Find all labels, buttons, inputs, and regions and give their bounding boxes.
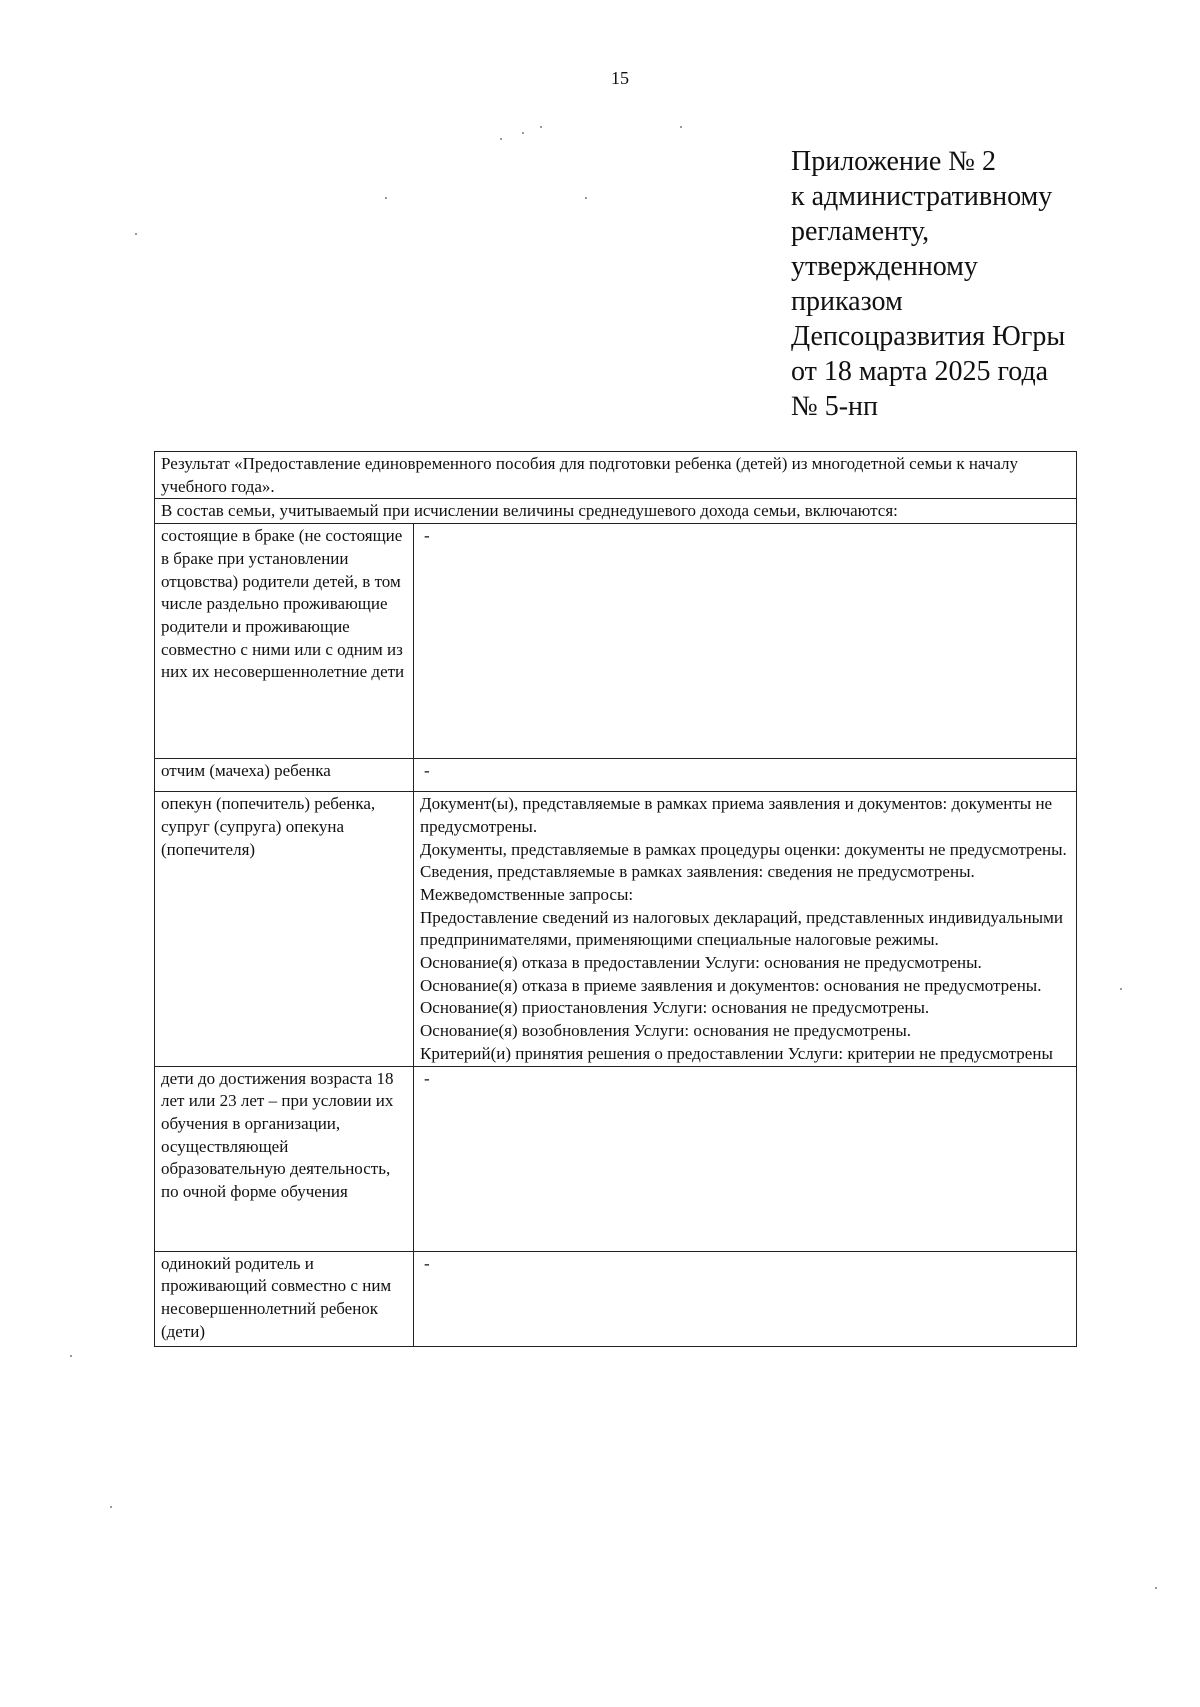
value-line: Документ(ы), представляемые в рамках приема заявления и документов: документы не предусмотрены. [420, 794, 1053, 836]
scan-speck [500, 138, 502, 140]
table-row [155, 1066, 1077, 1251]
table-row [155, 452, 1077, 499]
appendix-line: регламенту, [791, 216, 930, 247]
appendix-line: № 5-нп [791, 391, 879, 422]
row-value: - [424, 1068, 430, 1088]
appendix-line: Депсоцразвития Югры [791, 321, 1066, 352]
row-value-cell [414, 1066, 1077, 1251]
row-value: - [424, 761, 430, 781]
result-header-cell: Результат «Предоставление единовременного пособия для подготовки ребенка (детей) из многодетной семьи к началу учебного года». [155, 452, 1077, 499]
family-composition-table [154, 451, 1077, 1347]
scan-speck [385, 197, 387, 199]
value-line: Документы, представляемые в рамках процедуры оценки: документы не предусмотрены. [420, 839, 1067, 859]
appendix-line: приказом [791, 286, 903, 317]
row-label-cell: состоящие в браке (не состоящие в браке при установлении отцовства) родители детей, в том числе раздельно проживающие родители и проживающие совместно с ними или с одним из них их несовершеннолетние дети [155, 524, 414, 759]
table-row [155, 792, 1077, 1066]
row-value: - [424, 526, 430, 546]
appendix-line: утвержденному [791, 251, 978, 282]
table-row [155, 524, 1077, 759]
value-line: Основание(я) приостановления Услуги: основания не предусмотрены. [420, 998, 930, 1018]
scan-speck [1155, 1587, 1157, 1589]
value-line: Основание(я) отказа в предоставлении Услуги: основания не предусмотрены. [420, 953, 982, 973]
row-value-cell [414, 759, 1077, 792]
table-row [155, 1251, 1077, 1346]
scan-speck [540, 126, 542, 128]
appendix-line: к административному [791, 181, 1053, 212]
scan-speck [585, 197, 587, 199]
scan-speck [135, 233, 137, 235]
value-line: Основание(я) отказа в приеме заявления и документов: основания не предусмотрены. [420, 975, 1042, 995]
family-header-cell: В состав семьи, учитываемый при исчислении величины среднедушевого дохода семьи, включаются: [155, 499, 1077, 524]
row-value-cell [414, 792, 1077, 1066]
scan-speck [680, 126, 682, 128]
value-line: Межведомственные запросы: [420, 884, 634, 904]
scan-speck [70, 1355, 72, 1357]
table-row [155, 759, 1077, 792]
appendix-line: Приложение № 2 [791, 146, 996, 177]
scan-speck [522, 132, 524, 134]
row-label-cell: опекун (попечитель) ребенка, супруг (супруга) опекуна (попечителя) [155, 792, 414, 1066]
page-number: 15 [611, 68, 629, 88]
table-row [155, 499, 1077, 524]
appendix-block [791, 144, 1121, 424]
appendix-line: от 18 марта 2025 года [791, 356, 1049, 387]
value-line: Предоставление сведений из налоговых деклараций, представленных индивидуальными предпринимателями, применяющими специальные налоговые режимы. [420, 907, 1063, 950]
row-value-cell [414, 1251, 1077, 1346]
row-label-cell: отчим (мачеха) ребенка [155, 759, 414, 792]
row-label-cell: одинокий родитель и проживающий совместно с ним несовершеннолетний ребенок (дети) [155, 1251, 414, 1346]
row-label-cell: дети до достижения возраста 18 лет или 23 лет – при условии их обучения в организации, осуществляющей образовательную деятельность, по очной форме обучения [155, 1066, 414, 1251]
value-line: Основание(я) возобновления Услуги: основания не предусмотрены. [420, 1021, 912, 1041]
scan-speck [1120, 988, 1122, 990]
row-value-cell [414, 524, 1077, 759]
value-line: Критерий(и) принятия решения о предоставлении Услуги: критерии не предусмотрены [420, 1043, 1053, 1063]
row-value: - [424, 1253, 430, 1273]
value-line: Сведения, представляемые в рамках заявления: сведения не предусмотрены. [420, 862, 975, 882]
scan-speck [110, 1506, 112, 1508]
